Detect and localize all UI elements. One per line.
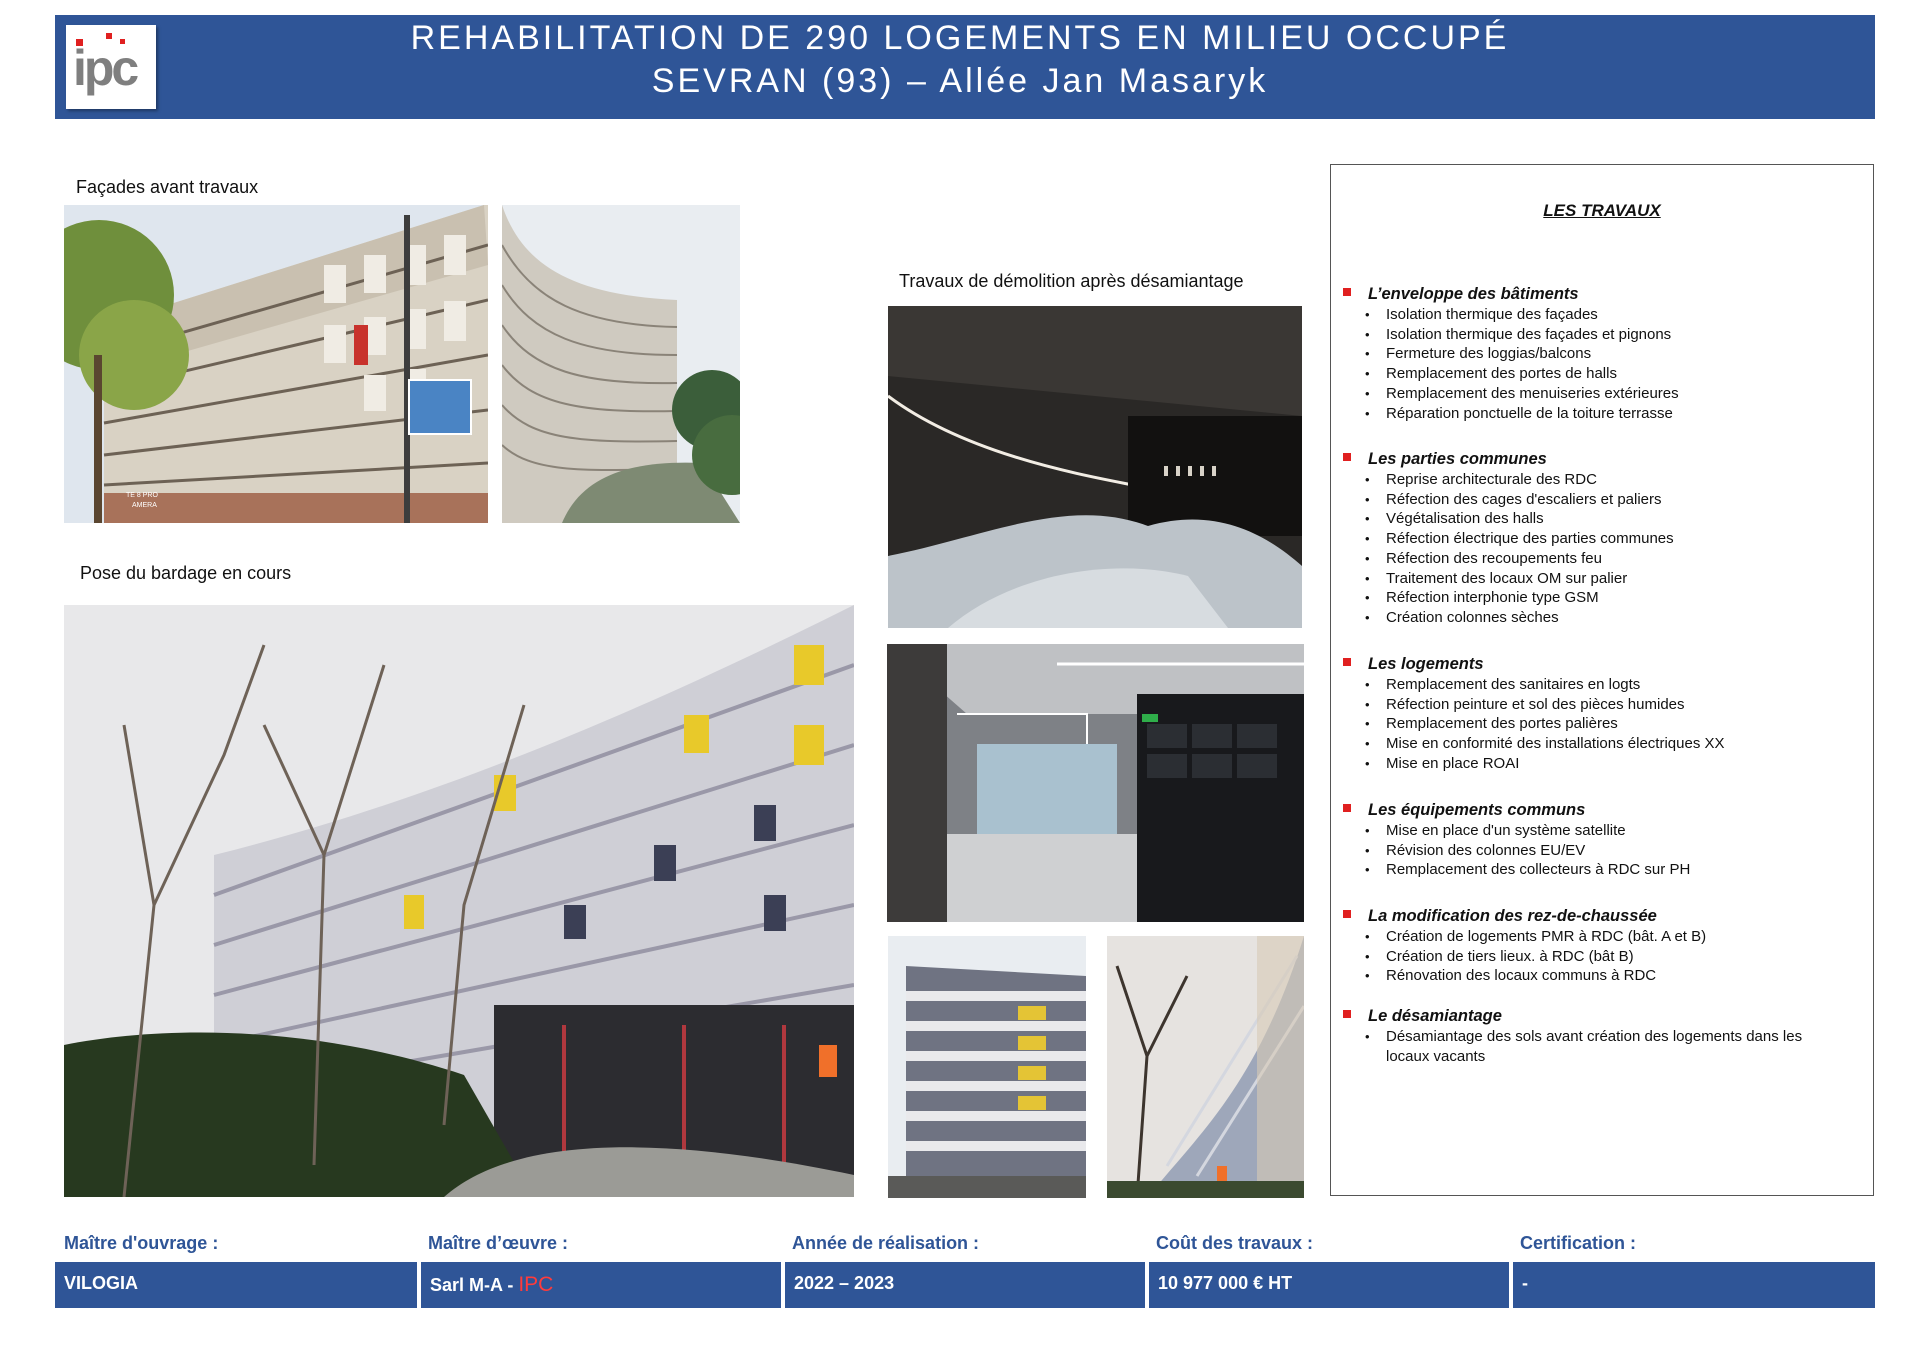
list-item: • Remplacement des menuiseries extérieures (1343, 384, 1863, 404)
section-desamiantage (1343, 1007, 1863, 1066)
photo-bardage (64, 605, 854, 1197)
photo-facade-after-2 (1107, 936, 1304, 1198)
section-heading: L’enveloppe des bâtiments (1343, 285, 1863, 305)
photo-facade-before-1 (64, 205, 488, 523)
maitre-oeuvre-name: Sarl M-A - (430, 1275, 519, 1295)
logo-text: ipc (73, 40, 137, 96)
label-maitre-ouvrage: Maître d'ouvrage : (64, 1233, 219, 1253)
label-annee: Année de réalisation : (792, 1233, 980, 1253)
page-subtitle: SEVRAN (93) – Allée Jan Masaryk (651, 62, 1269, 100)
panel-title: LES TRAVAUX (1543, 201, 1661, 220)
works-panel (1330, 164, 1874, 1196)
list-item: • Isolation thermique des façades et pignons (1343, 325, 1863, 345)
list-item: • Réfection peinture et sol des pièces humides (1343, 695, 1863, 715)
section-rdc (1343, 907, 1863, 986)
value-maitre-ouvrage: VILOGIA (55, 1262, 417, 1308)
photo-facade-before-2 (502, 205, 740, 523)
list-item: • Création colonnes sèches (1343, 608, 1863, 628)
section-parties-communes (1343, 450, 1863, 628)
list-item: • Reprise architecturale des RDC (1343, 470, 1863, 490)
label-certification: Certification : (1520, 1233, 1637, 1253)
list-item: • Remplacement des portes de halls (1343, 364, 1863, 384)
list-item: • Remplacement des sanitaires en logts (1343, 675, 1863, 695)
photo-hall (887, 644, 1304, 922)
list-item: • Mise en place ROAI (1343, 754, 1863, 774)
maitre-oeuvre-brand: IPC (518, 1273, 554, 1296)
section-enveloppe (1343, 285, 1863, 423)
section-heading: Le désamiantage (1343, 1007, 1863, 1027)
caption-facades: Façades avant travaux (76, 177, 259, 197)
value-maitre-oeuvre (421, 1262, 781, 1308)
list-item: • Remplacement des collecteurs à RDC sur PH (1343, 860, 1863, 880)
section-heading: Les équipements communs (1343, 801, 1863, 821)
list-item: • Végétalisation des halls (1343, 509, 1863, 529)
list-item: • Remplacement des portes palières (1343, 714, 1863, 734)
page-title: REHABILITATION DE 290 LOGEMENTS EN MILIEU OCCUPÉ (410, 19, 1510, 57)
section-heading: La modification des rez-de-chaussée (1343, 907, 1863, 927)
list-item: • Révision des colonnes EU/EV (1343, 841, 1863, 861)
value-certification: - (1513, 1262, 1875, 1308)
list-item: • Réfection des cages d'escaliers et paliers (1343, 490, 1863, 510)
list-item: • Création de logements PMR à RDC (bât. A et B) (1343, 927, 1863, 947)
photo-watermark: AMERA (132, 502, 157, 509)
section-heading: Les parties communes (1343, 450, 1863, 470)
list-item: • Traitement des locaux OM sur palier (1343, 569, 1863, 589)
list-item: • Réfection des recoupements feu (1343, 549, 1863, 569)
list-item: • Réfection électrique des parties communes (1343, 529, 1863, 549)
caption-bardage: Pose du bardage en cours (80, 563, 292, 583)
value-cout: 10 977 000 € HT (1149, 1262, 1509, 1308)
list-item: • Réparation ponctuelle de la toiture terrasse (1343, 404, 1863, 424)
list-item: • Mise en conformité des installations électriques XX (1343, 734, 1863, 754)
list-item: • Isolation thermique des façades (1343, 305, 1863, 325)
caption-demolition: Travaux de démolition après désamiantage (899, 271, 1244, 291)
list-item: • Mise en place d'un système satellite (1343, 821, 1863, 841)
list-item: • Fermeture des loggias/balcons (1343, 344, 1863, 364)
section-heading: Les logements (1343, 655, 1863, 675)
list-item: • Réfection interphonie type GSM (1343, 588, 1863, 608)
value-annee: 2022 – 2023 (785, 1262, 1145, 1308)
label-cout: Coût des travaux : (1156, 1233, 1314, 1253)
list-item: • Désamiantage des sols avant création des logements dans les locaux vacants (1343, 1027, 1863, 1066)
list-item: • Création de tiers lieux. à RDC (bât B) (1343, 947, 1863, 967)
photo-facade-after-1 (888, 936, 1086, 1198)
photo-watermark: TE 8 PRO (126, 492, 158, 499)
list-item: • Rénovation des locaux communs à RDC (1343, 966, 1863, 986)
label-maitre-oeuvre: Maître d’œuvre : (428, 1233, 569, 1253)
photo-demolition (888, 306, 1302, 628)
section-logements (1343, 655, 1863, 774)
section-equipements (1343, 801, 1863, 880)
